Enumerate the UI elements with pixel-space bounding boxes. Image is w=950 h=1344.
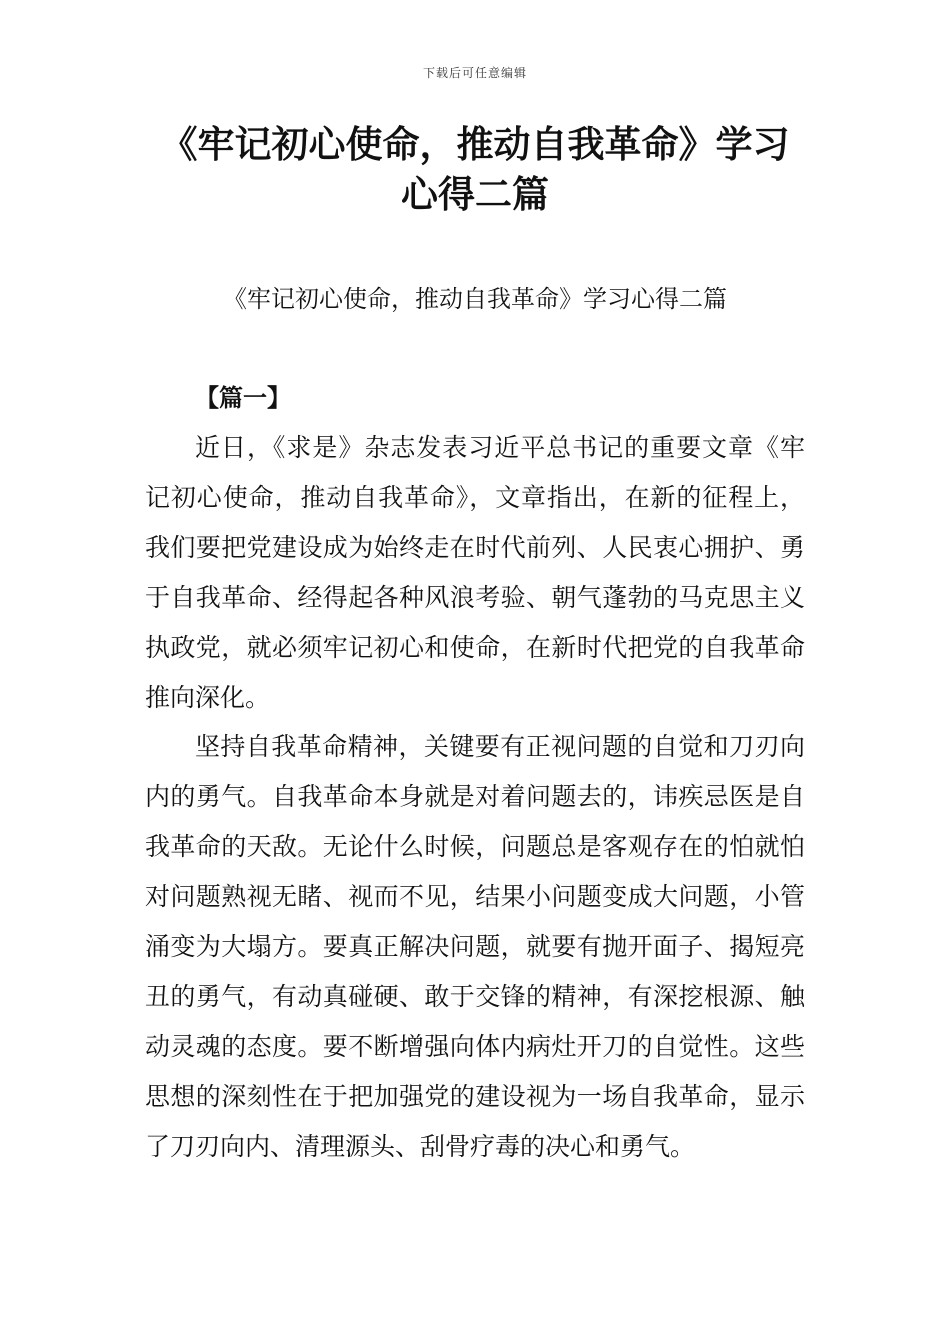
body-paragraph: 近日，《求是》杂志发表习近平总书记的重要文章《牢记初心使命，推动自我革命》，文章指出，在新的征程上，我们要把党建设成为始终走在时代前列、人民衷心拥护、勇于自我革命、经得起各种风浪考验、朝气蓬勃的马克思主义执政党，就必须牢记初心和使命，在新时代把党的自我革命推向深化。 xyxy=(145,433,805,712)
body-paragraph-2-container xyxy=(145,722,805,1172)
document-title: 《牢记初心使命，推动自我革命》学习心得二篇 xyxy=(160,123,790,216)
body-paragraph: 坚持自我革命精神，关键要有正视问题的自觉和刀刃向内的勇气。自我革命本身就是对着问题去的，讳疾忌医是自我革命的天敌。无论什么时候，问题总是客观存在的怕就怕对问题熟视无睹、视而不见，结果小问题变成大问题，小管涌变为大塌方。要真正解决问题，就要有抛开面子、揭短亮丑的勇气，有动真碰硬、敢于交锋的精神，有深挖根源、触动灵魂的态度。要不断增强向体内病灶开刀的自觉性。这些思想的深刻性在于把加强党的建设视为一场自我革命，显示了刀刃向内、清理源头、刮骨疗毒的决心和勇气。 xyxy=(145,732,805,1161)
header-note: 下载后可任意编辑 xyxy=(422,66,527,80)
document-subtitle: 《牢记初心使命，推动自我革命》学习心得二篇 xyxy=(223,285,727,313)
body-paragraph-1-container xyxy=(145,423,805,723)
section-heading: 【篇一】 xyxy=(195,383,291,412)
